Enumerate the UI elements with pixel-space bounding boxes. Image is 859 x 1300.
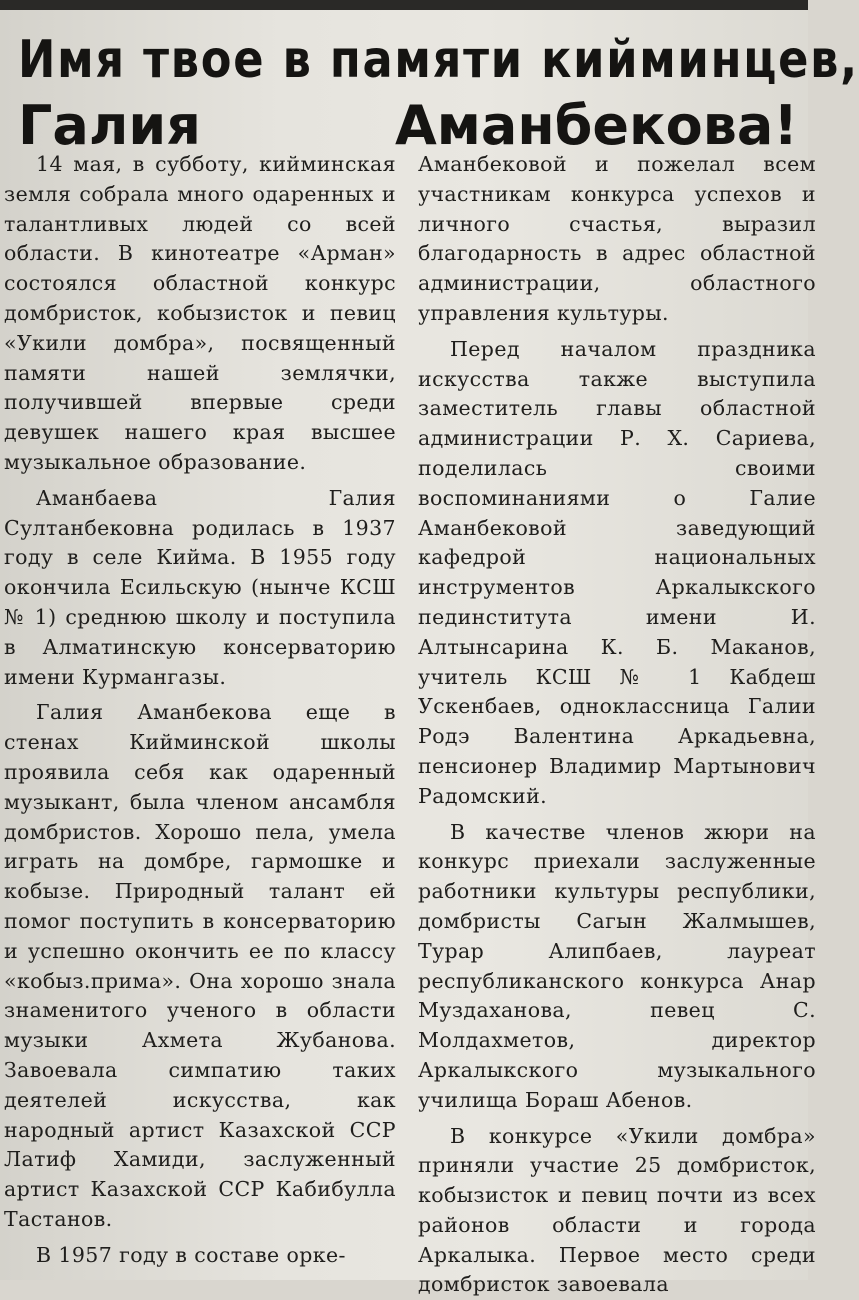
paragraph: В конкурсе «Укили домбра» приняли участие 25 домбристок, кобызисток и певиц почти из всех районов области и города Аркалыка. Первое место среди домбристок завоевала xyxy=(418,1122,816,1300)
top-border xyxy=(0,0,808,10)
paragraph: Перед началом праздника искусства также выступила заместитель главы областной администрации Р. Х. Сариева, поделилась своими воспоминаниями о Галие Аманбековой заведующий кафедрой национальных инструментов Аркалыкского пединститута имени И. Алтынсарина К. Б. Маканов, учитель КСШ № 1 Кабдеш Ускенбаев, одноклассница Галии Родэ Валентина Аркадьевна, пенсионер Владимир Мартынович Радомский. xyxy=(418,335,816,812)
paragraph: Галия Аманбекова еще в стенах Кийминской школы проявила себя как одаренный музыкант, была членом ансамбля домбристов. Хорошо пела, умела играть на домбре, гармошке и кобызе. Природный талант ей помог поступить в консерваторию и успешно окончить ее по классу «кобыз.прима». Она хорошо знала знаменитого ученого в области музыки Ахмета Жубанова. Завоевала симпатию таких деятелей искусства, как народный артист Казахской ССР Латиф Хамиди, заслуженный артист Казахской ССР Кабибулла Тастанов. xyxy=(4,698,396,1234)
right-column xyxy=(418,150,816,1280)
left-column xyxy=(4,150,396,1280)
headline-last-name: Аманбекова! xyxy=(395,94,798,158)
headline-line-1: Имя твое в памяти кийминцев, xyxy=(18,26,697,94)
paragraph: В качестве членов жюри на конкурс приехали заслуженные работники культуры республики, домбристы Сагын Жалмышев, Турар Алипбаев, лауреат республиканского конкурса Анар Муздаханова, певец С. Молдахметов, директор Аркалыкского музыкального училища Бораш Абенов. xyxy=(418,818,816,1116)
headline-line-2 xyxy=(18,94,798,158)
article-headline xyxy=(18,26,808,158)
paragraph: Аманбековой и пожелал всем участникам конкурса успехов и личного счастья, выразил благодарность в адрес областной администрации, областного управления культуры. xyxy=(418,150,816,329)
paragraph: Аманбаева Галия Султанбековна родилась в 1937 году в селе Кийма. В 1955 году окончила Есильскую (нынче КСШ № 1) среднюю школу и поступила в Алматинскую консерваторию имени Курмангазы. xyxy=(4,484,396,693)
paragraph: В 1957 году в составе орке- xyxy=(4,1241,396,1271)
paragraph: 14 мая, в субботу, кийминская земля собрала много одаренных и талантливых людей со всей области. В кинотеатре «Арман» состоялся областной конкурс домбристок, кобызисток и певиц «Укили домбра», посвященный памяти нашей землячки, получившей впервые среди девушек нашего края высшее музыкальное образование. xyxy=(4,150,396,478)
headline-first-name: Галия xyxy=(18,94,201,158)
